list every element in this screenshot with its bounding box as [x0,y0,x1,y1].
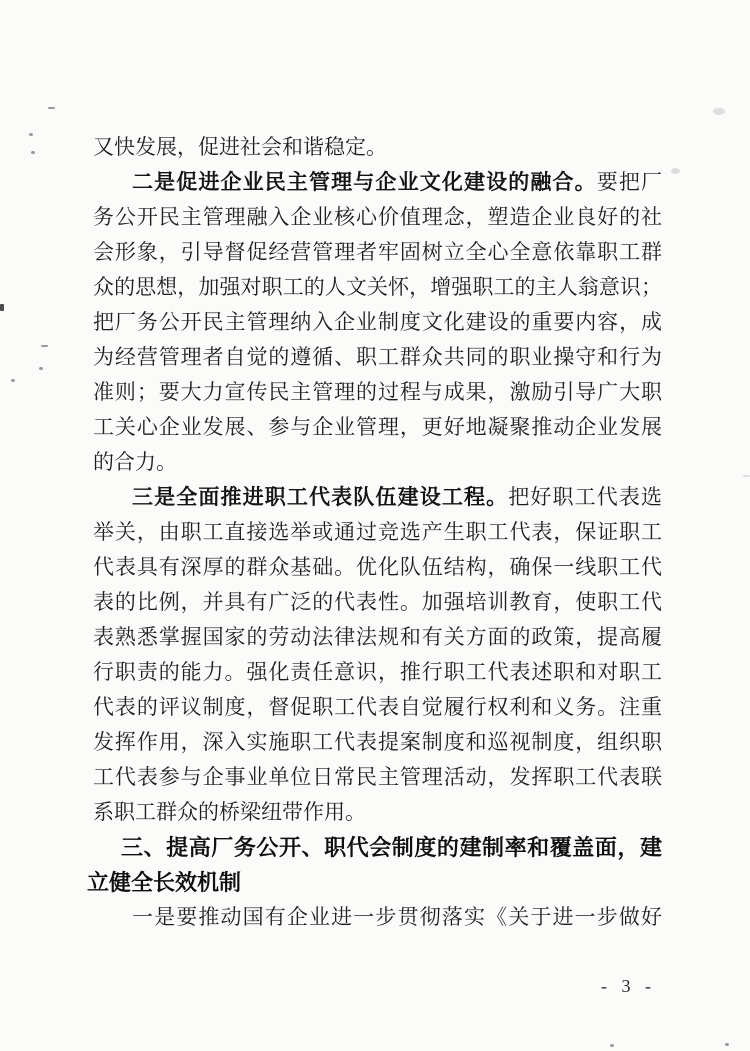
line-text: 又快发展，促进社会和谐稳定。 [93,135,387,159]
document-body [87,130,662,935]
text-line [93,235,662,270]
text-line [93,340,662,375]
scan-speck [743,475,750,477]
text-line [93,515,662,550]
heading-text: 立健全长效机制 [87,870,242,895]
text-line-paragraph-end [93,795,662,830]
text-line [93,305,662,340]
scan-speck [39,367,43,370]
text-line [93,410,662,445]
page-number: - 3 - [601,976,656,996]
text-line [93,655,662,690]
text-line [93,200,662,235]
scan-speck [41,345,48,347]
section-heading-line [93,830,662,865]
paragraph-lead-bold: 三是全面推进职工代表队伍建设工程。 [132,485,509,509]
line-text: 把好职工代表选 [508,485,662,509]
text-line [93,760,662,795]
text-line [93,725,662,760]
line-text: 准则；要大力宣传民主管理的过程与成果，激励引导广大职 [93,380,662,404]
section-heading-line [87,865,662,900]
text-line-paragraph-start [93,165,662,200]
scan-speck [671,168,680,174]
scan-speck [48,107,55,109]
line-text: 务公开民主管理融入企业核心价值理念，塑造企业良好的社 [93,205,662,229]
text-line [93,270,662,305]
line-text: 工关心企业发展、参与企业管理，更好地凝聚推动企业发展 [93,415,662,439]
line-text: 众的思想，加强对职工的人文关怀，增强职工的主人翁意识； [93,275,662,299]
text-line [93,690,662,725]
scan-speck [31,151,35,154]
line-text: 代表具有深厚的群众基础。优化队伍结构，确保一线职工代 [93,555,662,579]
line-text: 为经营管理者自觉的遵循、职工群众共同的职业操守和行为 [93,345,662,369]
text-line-paragraph-end [93,445,662,480]
line-text: 行职责的能力。强化责任意识，推行职工代表述职和对职工 [93,660,662,684]
text-line-paragraph-start [93,480,662,515]
paragraph-lead-bold: 二是促进企业民主管理与企业文化建设的融合。 [132,170,597,194]
line-text: 系职工群众的桥梁纽带作用。 [93,800,366,824]
scan-speck [725,1043,729,1046]
scan-speck [11,379,15,382]
text-line [93,585,662,620]
line-text: 代表的评议制度，督促职工代表自觉履行权利和义务。注重 [93,695,662,719]
scan-speck [29,133,33,136]
text-line [93,375,662,410]
text-line [93,130,662,165]
scan-speck [713,108,725,115]
text-line [93,620,662,655]
line-text: 表熟悉掌握国家的劳动法律法规和有关方面的政策，提高履 [93,625,662,649]
line-text: 要把厂 [596,170,662,194]
heading-text: 三、提高厂务公开、职代会制度的建制率和覆盖面，建 [121,835,662,860]
line-text: 的合力。 [93,450,177,474]
line-text: 举关，由职工直接选举或通过竞选产生职工代表，保证职工 [93,520,662,544]
scan-speck [610,1044,614,1047]
line-text: 一是要推动国有企业进一步贯彻落实《关于进一步做好 [132,905,662,929]
line-text: 把厂务公开民主管理纳入企业制度文化建设的重要内容，成 [93,310,662,334]
text-line-paragraph-start [93,900,662,935]
line-text: 发挥作用，深入实施职工代表提案制度和巡视制度，组织职 [93,730,662,754]
text-line [93,550,662,585]
line-text: 工代表参与企事业单位日常民主管理活动，发挥职工代表联 [93,765,662,789]
line-text: 会形象，引导督促经营管理者牢固树立全心全意依靠职工群 [93,240,662,264]
scan-speck [0,304,4,311]
line-text: 表的比例，并具有广泛的代表性。加强培训教育，使职工代 [93,590,662,614]
